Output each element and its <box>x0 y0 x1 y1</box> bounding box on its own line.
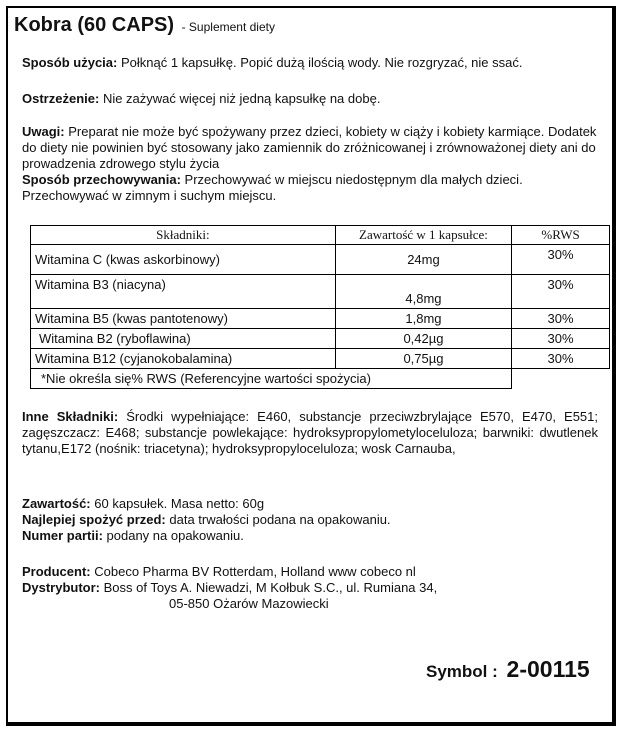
notes-text: Preparat nie może być spożywany przez dzieci, kobiety w ciąży i kobiety karmiące. Dodatek do diety nie powinien być stosowany jako zamiennik do zróżnicowanej i zrównoważonej diety ani do prowadzenia zdrowego stylu życia <box>22 124 597 171</box>
table-footnote: *Nie określa się% RWS (Referencyjne wartości spożycia) <box>31 369 512 389</box>
producer-label: Producent: <box>22 564 91 579</box>
ingredient-amount: 0,75µg <box>335 349 511 369</box>
table-row <box>31 309 610 329</box>
best-before-text: data trwałości podana na opakowaniu. <box>169 512 391 527</box>
ingredient-amount: 0,42µg <box>335 329 511 349</box>
content-section <box>22 496 391 544</box>
ingredient-name: Witamina B3 (niacyna) <box>31 275 336 309</box>
ingredient-amount: 4,8mg <box>335 275 511 309</box>
table-row <box>31 245 610 275</box>
symbol-label: Symbol : <box>426 662 498 681</box>
distributor-label: Dystrybutor: <box>22 580 101 595</box>
distributor-text: Boss of Toys A. Niewadzi, M Kołbuk S.C., ul. Rumiana 34, <box>103 580 438 595</box>
usage-text: Połknąć 1 kapsułkę. Popić dużą ilością wody. Nie rozgryzać, nie ssać. <box>120 55 523 70</box>
batch-label: Numer partii: <box>22 528 103 543</box>
producer-section <box>22 564 437 612</box>
ingredient-rws: 30% <box>512 349 610 369</box>
ingredient-amount: 24mg <box>335 245 511 275</box>
ingredient-rws: 30% <box>512 275 610 309</box>
ingredient-name: Witamina C (kwas askorbinowy) <box>31 245 336 275</box>
warning-text: Nie zażywać więcej niż jedną kapsułkę na dobę. <box>102 91 381 106</box>
ingredients-table <box>30 225 610 389</box>
ingredient-rws: 30% <box>512 245 610 275</box>
header-amount: Zawartość w 1 kapsułce: <box>335 226 511 245</box>
distributor-address-line2: 05-850 Ożarów Mazowiecki <box>169 596 329 611</box>
notes-section <box>22 124 602 204</box>
table-row <box>31 329 610 349</box>
content-text: 60 kapsułek. Masa netto: 60g <box>94 496 265 511</box>
other-ingredients-section <box>22 409 598 457</box>
table-row <box>31 275 610 309</box>
product-name: Kobra (60 CAPS) <box>14 14 175 36</box>
table-row <box>31 349 610 369</box>
symbol-block <box>426 656 590 683</box>
ingredient-amount: 1,8mg <box>335 309 511 329</box>
storage-text: Przechowywać w miejscu niedostępnym dla małych dzieci. Przechowywać w zimnym i suchym miejscu. <box>22 172 523 203</box>
producer-text: Cobeco Pharma BV Rotterdam, Holland www cobeco nl <box>94 564 416 579</box>
ingredient-name: Witamina B12 (cyjanokobalamina) <box>31 349 336 369</box>
ingredient-name: Witamina B5 (kwas pantotenowy) <box>31 309 336 329</box>
content-label: Zawartość: <box>22 496 91 511</box>
header-ingredients: Składniki: <box>31 226 336 245</box>
warning-section <box>22 91 380 107</box>
other-ingredients-label: Inne Składniki: <box>22 409 119 424</box>
table-empty-cell <box>512 369 610 389</box>
table-header-row <box>31 226 610 245</box>
product-title <box>14 14 275 37</box>
warning-label: Ostrzeżenie: <box>22 91 100 106</box>
ingredient-rws: 30% <box>512 329 610 349</box>
notes-label: Uwagi: <box>22 124 65 139</box>
batch-text: podany na opakowaniu. <box>106 528 244 543</box>
header-rws: %RWS <box>512 226 610 245</box>
best-before-label: Najlepiej spożyć przed: <box>22 512 166 527</box>
other-ingredients-text: Środki wypełniające: E460, substancje przeciwzbrylające E570, E470, E551; zagęszczacz: E468; substancje powlekające: hydroksypropylometyloceluloza; barwniki: dwutlenek tytanu,E172 (nośnik: triacetyna); hydroksypropyloceluloza; wosk Carnauba, <box>22 409 598 456</box>
ingredient-name: Witamina B2 (ryboflawina) <box>31 329 336 349</box>
product-subtitle: - Suplement diety <box>181 20 275 34</box>
usage-section <box>22 55 523 71</box>
ingredient-rws: 30% <box>512 309 610 329</box>
usage-label: Sposób użycia: <box>22 55 118 70</box>
storage-label: Sposób przechowywania: <box>22 172 181 187</box>
symbol-value: 2-00115 <box>506 656 590 682</box>
table-footnote-row <box>31 369 610 389</box>
